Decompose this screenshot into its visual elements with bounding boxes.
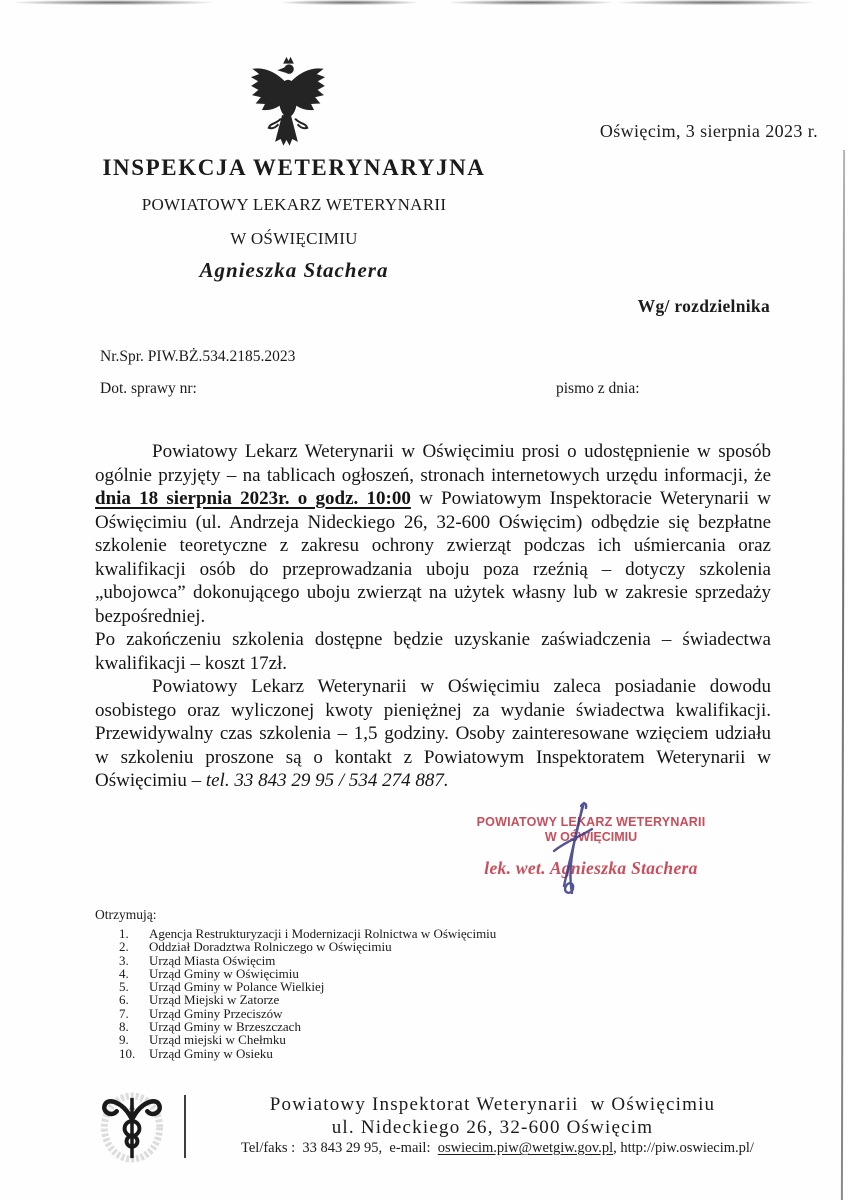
recipient-name: Agencja Restrukturyzacji i Modernizacji Rolnictwa w Oświęcimiu: [149, 926, 497, 941]
recipient-name: Oddział Doradztwa Rolniczego w Oświęcimiu: [149, 939, 392, 955]
recipient-row: [95, 954, 496, 967]
footer-org-name: Powiatowy Inspektorat Weterynarii w Oświęcimiu: [269, 1094, 716, 1115]
recipient-name: Urząd Miasta Oświęcim: [149, 952, 276, 968]
recipient-row: [95, 980, 496, 993]
recipient-number: 9.: [119, 1032, 129, 1048]
recipient-number: 6.: [119, 992, 129, 1008]
recipient-row: [95, 1033, 496, 1046]
veterinary-caduceus-logo-icon: [97, 1091, 167, 1165]
case-number: Nr.Spr. PIW.BŻ.534.2185.2023: [100, 348, 296, 365]
scan-artifact-streak: [282, 0, 418, 5]
training-date-highlight: dnia 18 sierpnia 2023r. o godz. 10:00: [95, 488, 411, 509]
letterhead: [95, 155, 493, 283]
recipient-name: Urząd miejski w Chełmku: [149, 1032, 286, 1048]
recipient-name: Urząd Gminy w Oświęcimiu: [149, 965, 299, 981]
recipient-row: [95, 927, 496, 940]
recipient-number: 10.: [119, 1045, 136, 1061]
recipient-number: 7.: [119, 1005, 129, 1021]
recipients-section: [95, 907, 496, 1060]
recipient-number: 1.: [119, 926, 129, 941]
recipient-row: [95, 940, 496, 953]
polish-eagle-emblem-icon: [242, 56, 334, 152]
footer-divider: [184, 1095, 186, 1158]
paragraph-1-continued: w Powiatowym Inspektoracie Weterynarii w Oświęcimiu (ul. Andrzeja Nideckiego 26, 32-600 Oświęcim) odbędzie się bezpłatne szkolenie teoretyczne z zakresu ochrony zwierząt podczas ich uśmiercania oraz kwalifikacji osób do przeprowadzania uboju poza rzeźnią – dotyczy szkolenia „ubojowca” dokonującego uboju zwierząt na użytek własny lub w zakresie sprzedaży bezpośredniej.: [95, 488, 771, 627]
place-and-date: Oświęcim, 3 sierpnia 2023 r.: [599, 121, 818, 141]
recipient-number: 8.: [119, 1019, 129, 1035]
org-subtitle-2: W OŚWIĘCIMIU: [230, 229, 358, 248]
scan-artifact-streak: [14, 0, 212, 5]
paragraph-2: Po zakończeniu szkolenia dostępne będzie uzyskanie zaświadczenia – świadectwa kwalifikacji – koszt 17zł.: [95, 629, 771, 674]
regarding-label: Dot. sprawy nr:: [100, 380, 197, 397]
officer-name: Agnieszka Stachera: [199, 258, 389, 282]
distribution-note: Wg/ rozdzielnika: [637, 296, 770, 316]
recipient-row: [95, 967, 496, 980]
recipient-row: [95, 1047, 496, 1060]
recipient-row: [95, 993, 496, 1006]
org-title: INSPEKCJA WETERYNARYJNA: [102, 155, 486, 180]
recipient-name: Urząd Gminy w Osieku: [149, 1045, 273, 1061]
recipient-name: Urząd Gminy Przeciszów: [149, 1005, 283, 1021]
letter-body: [95, 440, 771, 793]
scan-artifact-streak: [450, 0, 613, 5]
recipient-name: Urząd Gminy w Polance Wielkiej: [149, 979, 325, 995]
scan-artifact-streak: [618, 0, 814, 5]
recipients-heading: Otrzymują:: [95, 907, 157, 922]
footer-contact: [205, 1140, 790, 1157]
paragraph-3-text: Powiatowy Lekarz Weterynarii w Oświęcimiu zaleca posiadanie dowodu osobistego oraz wyliczonej kwoty pieniężnej za wydanie świadectwa kwalifikacji. Przewidywalny czas szkolenia – 1,5 godziny. Osoby zainteresowane wzięciem udziału w szkoleniu proszone są o kontakt z Powiatowym Inspektoratem Weterynarii w Oświęcimiu –: [95, 676, 771, 791]
recipient-number: 4.: [119, 965, 129, 981]
paragraph-3: [95, 675, 771, 793]
footer-website: , http://piw.oswiecim.pl/: [613, 1140, 754, 1156]
letter-date-label: pismo z dnia:: [556, 380, 640, 397]
stamp-line-1: POWIATOWY LEKARZ WETERYNARII: [476, 815, 706, 829]
recipient-number: 5.: [119, 979, 129, 995]
paragraph-1-text: Powiatowy Lekarz Weterynarii w Oświęcimiu prosi o udostępnienie w sposób ogólnie przyjęty – na tablicach ogłoszeń, stronach internetowych urzędu informacji, że: [95, 441, 771, 486]
stamp-signature-caption: lek. wet. Agnieszka Stachera: [484, 858, 698, 878]
recipient-number: 3.: [119, 952, 129, 968]
recipient-row: [95, 1020, 496, 1033]
org-subtitle-1: POWIATOWY LEKARZ WETERYNARII: [141, 195, 447, 214]
recipient-number: 2.: [119, 939, 129, 955]
footer-contact-label: Tel/faks : 33 843 29 95, e-mail:: [241, 1140, 438, 1156]
scan-artifact-edge-line: [841, 150, 845, 1200]
recipient-name: Urząd Miejski w Zatorze: [149, 992, 280, 1008]
stamp-line-2: W OŚWIĘCIMIU: [544, 830, 638, 844]
contact-phone-numbers: tel. 33 843 29 95 / 534 274 887.: [205, 770, 449, 791]
paragraph-1: [95, 440, 771, 628]
recipient-name: Urząd Gminy w Brzeszczach: [149, 1019, 301, 1035]
footer-address: ul. Nideckiego 26, 32-600 Oświęcim: [331, 1117, 654, 1138]
recipient-row: [95, 1007, 496, 1020]
handwritten-signature: [545, 796, 605, 898]
footer-email: oswiecim.piw@wetgiw.gov.pl: [437, 1140, 614, 1156]
